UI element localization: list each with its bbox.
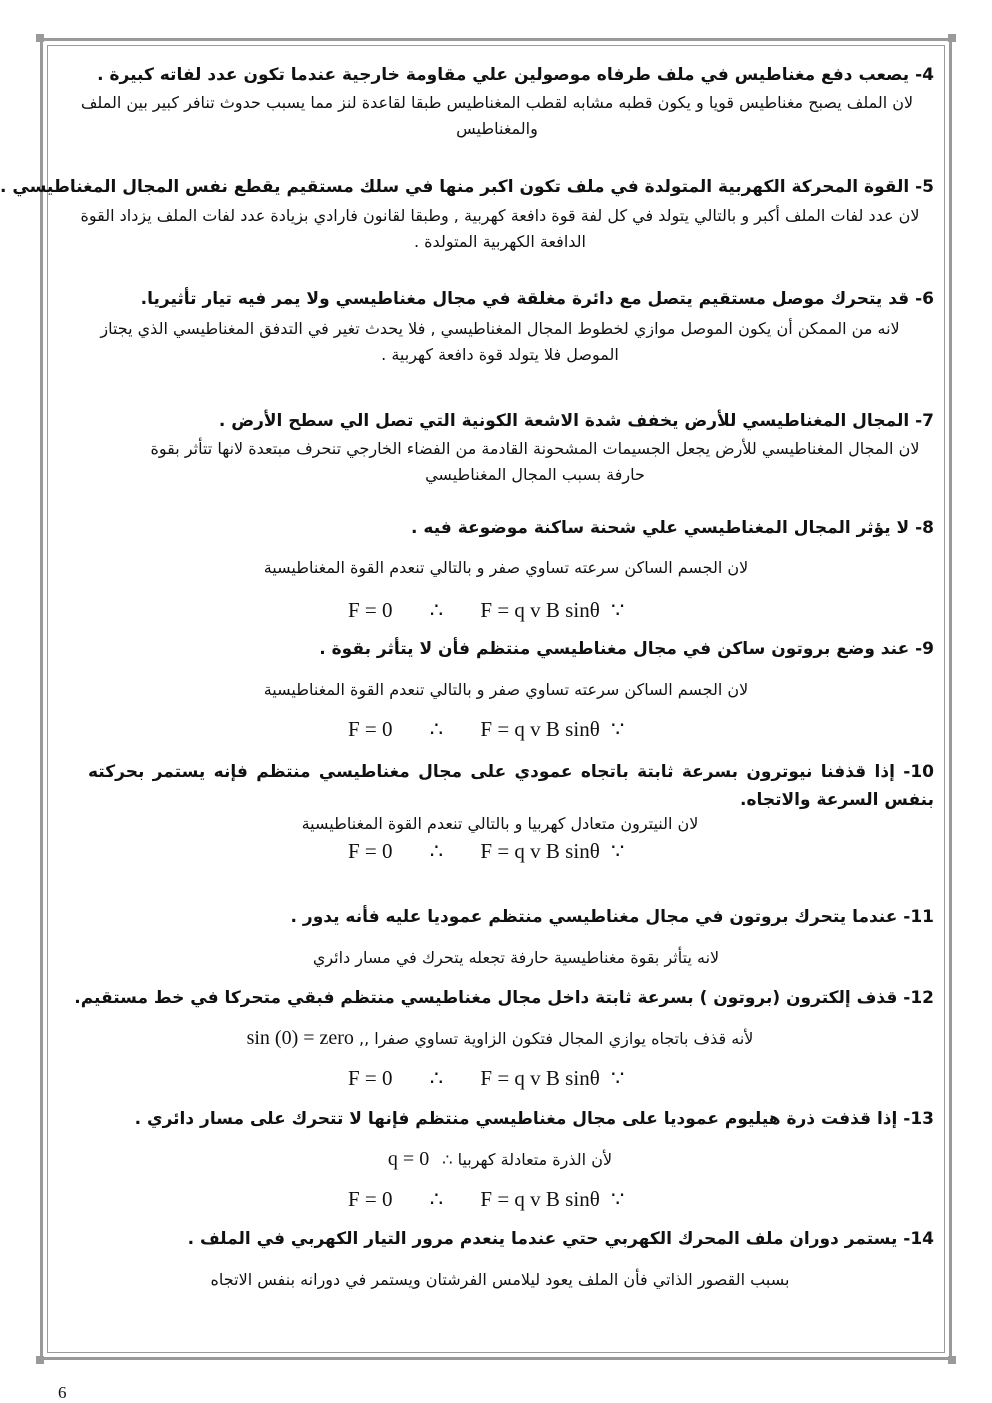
eq-right: F = q v B sinθ xyxy=(480,598,600,622)
equation-12 xyxy=(348,1065,624,1091)
question-12: 12- قذف إلكترون (بروتون ) بسرعة ثابتة داخل مجال مغناطيسي منتظم فبقي متحركا في خط مستقيم. xyxy=(74,988,934,1008)
eq-right: F = q v B sinθ xyxy=(480,839,600,863)
question-7: 7- المجال المغناطيسي للأرض يخفف شدة الاشعة الكونية التي تصل الي سطح الأرض . xyxy=(218,411,934,431)
because-symbol: ∵ xyxy=(611,839,625,863)
eq-left: F = 0 xyxy=(348,1187,393,1211)
answer-11: لانه يتأثر بقوة مغناطيسية حارفة تجعله يتحرك في مسار دائري xyxy=(312,948,720,967)
therefore-symbol: ∴ xyxy=(429,1066,444,1090)
question-6: 6- قد يتحرك موصل مستقيم يتصل مع دائرة مغلقة في مجال مغناطيسي ولا يمر فيه تيار تأثيريا. xyxy=(140,289,934,309)
answer-4: لان الملف يصبح مغناطيس قويا و يكون قطبه مشابه لقطب المغناطيس طبقا لقاعدة لنز مما يسبب حدوث تنافر كبير بين الملف والمغناطيس xyxy=(80,93,914,138)
answer-12-math: sin (0) = zero xyxy=(246,1027,354,1049)
question-5: 5- القوة المحركة الكهربية المتولدة في ملف تكون اكبر منها في سلك مستقيم يقطع نفس المجال المغناطيسي . xyxy=(0,177,934,197)
border-corner xyxy=(948,34,956,42)
answer-8: لان الجسم الساكن سرعته تساوي صفر و بالتالي تنعدم القوة المغناطيسية xyxy=(263,558,749,577)
question-11: 11- عندما يتحرك بروتون في مجال مغناطيسي منتظم عموديا عليه فأنه يدور . xyxy=(290,907,934,927)
question-9: 9- عند وضع بروتون ساكن في مجال مغناطيسي منتظم فأن لا يتأثر بقوة . xyxy=(319,639,934,659)
because-symbol: ∵ xyxy=(611,1066,625,1090)
border-corner xyxy=(948,1356,956,1364)
therefore-symbol: ∴ xyxy=(429,717,444,741)
answer-13-text: لأن الذرة متعادلة كهربيا ∴ xyxy=(442,1150,613,1169)
equation-9 xyxy=(348,716,624,742)
question-14: 14- يستمر دوران ملف المحرك الكهربي حتي عندما ينعدم مرور التيار الكهربي في الملف . xyxy=(187,1229,934,1249)
eq-left: F = 0 xyxy=(348,598,393,622)
eq-right: F = q v B sinθ xyxy=(480,1187,600,1211)
therefore-symbol: ∴ xyxy=(429,839,444,863)
because-symbol: ∵ xyxy=(611,717,625,741)
border-corner xyxy=(36,34,44,42)
border-corner xyxy=(36,1356,44,1364)
answer-12-text: لأنه قذف باتجاه يوازي المجال فتكون الزاوية تساوي صفرا ,, xyxy=(359,1029,754,1048)
eq-right: F = q v B sinθ xyxy=(480,717,600,741)
answer-6: لانه من الممكن أن يكون الموصل موازي لخطوط المجال المغناطيسي , فلا يحدث تغير في التدفق المغناطيسي الذي يجتاز الموصل فلا يتولد قوة دافعة كهربية . xyxy=(100,319,900,364)
therefore-symbol: ∴ xyxy=(429,598,444,622)
answer-14: بسبب القصور الذاتي فأن الملف يعود ليلامس الفرشتان ويستمر في دورانه بنفس الاتجاه xyxy=(210,1270,790,1289)
therefore-symbol: ∴ xyxy=(429,1187,444,1211)
answer-7: لان المجال المغناطيسي للأرض يجعل الجسيمات المشحونة القادمة من الفضاء الخارجي تنحرف مبتعدة لانها تتأثر بقوة حارفة بسبب المجال المغناطيسي xyxy=(150,439,920,484)
answer-13 xyxy=(340,1146,660,1173)
question-13: 13- إذا قذفت ذرة هيليوم عموديا على مجال مغناطيسي منتظم فإنها لا تتحرك على مسار دائري . xyxy=(134,1109,934,1129)
question-8: 8- لا يؤثر المجال المغناطيسي علي شحنة ساكنة موضوعة فيه . xyxy=(411,518,934,538)
answer-9: لان الجسم الساكن سرعته تساوي صفر و بالتالي تنعدم القوة المغناطيسية xyxy=(263,680,749,699)
eq-left: F = 0 xyxy=(348,839,393,863)
page-number: 6 xyxy=(58,1383,67,1402)
answer-5: لان عدد لفات الملف أكبر و بالتالي يتولد في كل لفة قوة دافعة كهربية , وطبقا لقانون فارادي بزيادة عدد لفات الملف يزداد القوة الدافعة الكهربية المتولدة . xyxy=(80,206,920,251)
equation-8 xyxy=(348,597,624,623)
eq-left: F = 0 xyxy=(348,1066,393,1090)
question-4: 4- يصعب دفع مغناطيس في ملف طرفاه موصولين علي مقاومة خارجية عندما تكون عدد لفاته كبيرة . xyxy=(97,65,934,85)
eq-right: F = q v B sinθ xyxy=(480,1066,600,1090)
equation-13 xyxy=(348,1186,624,1212)
because-symbol: ∵ xyxy=(611,598,625,622)
question-10: 10- إذا قذفنا نيوترون بسرعة ثابتة باتجاه عمودي على مجال مغناطيسي منتظم فإنه يستمر بحركته بنفس السرعة والاتجاه. xyxy=(88,762,934,810)
answer-10: لان النيترون متعادل كهربيا و بالتالي تنعدم القوة المغناطيسية xyxy=(301,814,699,833)
answer-13-math: q = 0 xyxy=(387,1148,430,1170)
equation-10 xyxy=(348,838,624,864)
answer-12 xyxy=(200,1025,800,1052)
eq-left: F = 0 xyxy=(348,717,393,741)
because-symbol: ∵ xyxy=(611,1187,625,1211)
